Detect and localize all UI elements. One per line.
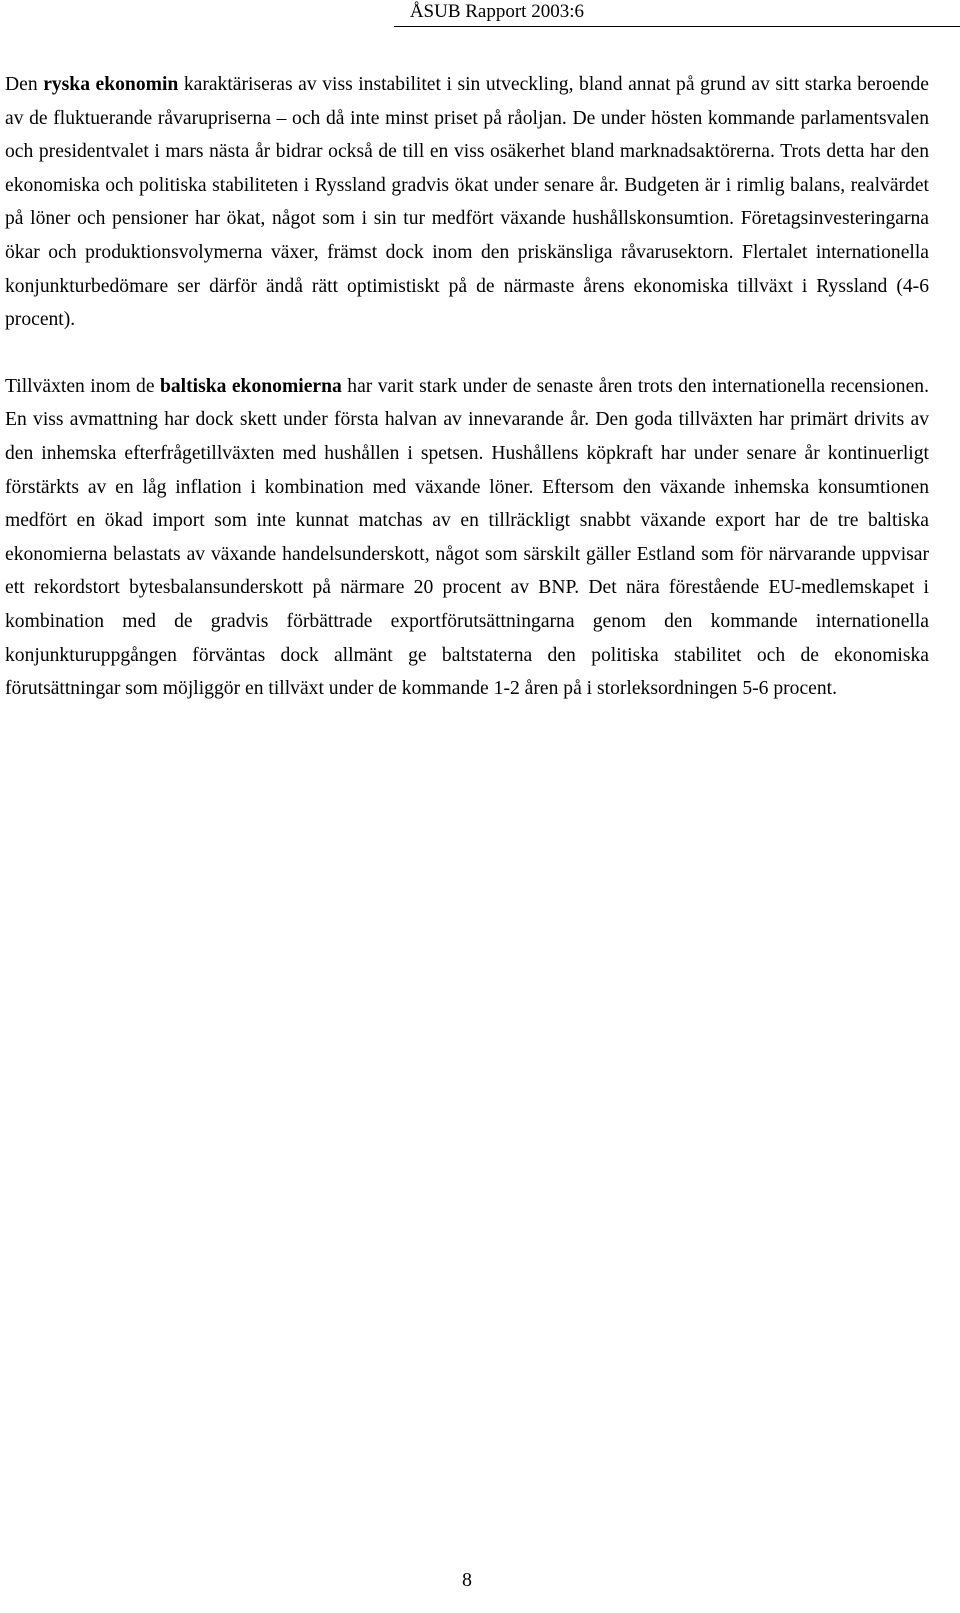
body-text: [5, 68, 929, 739]
paragraph-russia-bold: ryska ekonomin: [43, 74, 179, 95]
paragraph-baltic-lead: Tillväxten inom de: [5, 375, 160, 397]
paragraph-baltic-text: har varit stark under de senaste åren trots den internationella recensionen. En viss avmattning har dock skett under första halvan av innevarande år. Den goda tillväxten har primärt drivits av den inhemska efterfrågetillväxten med hushållen i spetsen. Hushållens köpkraft har under senare år kontinuerligt förstärkts av en låg inflation i kombination med växande löner. Eftersom den växande inhemska konsumtionen medfört en ökad import som inte kunnat matchas av en tillräckligt snabbt växande export har de tre baltiska ekonomierna belastats av växande handelsunderskott, något som särskilt gäller Estland som för närvarande uppvisar ett rekordstort bytesbalansunderskott på närmare 20 procent av BNP. Det nära förestående EU-medlemskapet i kombination med de gradvis förbättrade exportförutsättningarna genom den kommande internationella konjunkturuppgången förväntas dock allmänt ge baltstaterna den politiska stabilitet och de ekonomiska förutsättningar som möjliggör en tillväxt under de kommande 1-2 åren på i storleksordningen 5-6 procent.: [5, 375, 929, 700]
paragraph-russia: [5, 68, 929, 337]
paragraph-baltic: [5, 370, 929, 706]
paragraph-baltic-bold: baltiska ekonomierna: [159, 375, 342, 397]
running-header: [394, 0, 960, 27]
paragraph-russia-lead: Den: [5, 74, 44, 95]
report-title: ÅSUB Rapport 2003:6: [409, 1, 584, 22]
paragraph-russia-text: karaktäriseras av viss instabilitet i sin utveckling, bland annat på grund av sitt starka beroende av de fluktuerande råvarupriserna – och då inte minst priset på råoljan. De under hösten kommande parlamentsvalen och presidentvalet i mars nästa år bidrar också de till en viss osäkerhet bland marknadsaktörerna. Trots detta har den ekonomiska och politiska stabiliteten i Ryssland gradvis ökat under senare år. Budgeten är i rimlig balans, realvärdet på löner och pensioner har ökat, något som i sin tur medfört växande hushållskonsumtion. Företagsinvesteringarna ökar och produktionsvolymerna växer, främst dock inom den priskänsliga råvarusektorn. Flertalet internationella konjunkturbedömare ser därför ändå rätt optimistiskt på de närmaste årens ekonomiska tillväxt i Ryssland (4-6 procent).: [5, 74, 929, 331]
page-number: 8: [462, 1569, 472, 1591]
